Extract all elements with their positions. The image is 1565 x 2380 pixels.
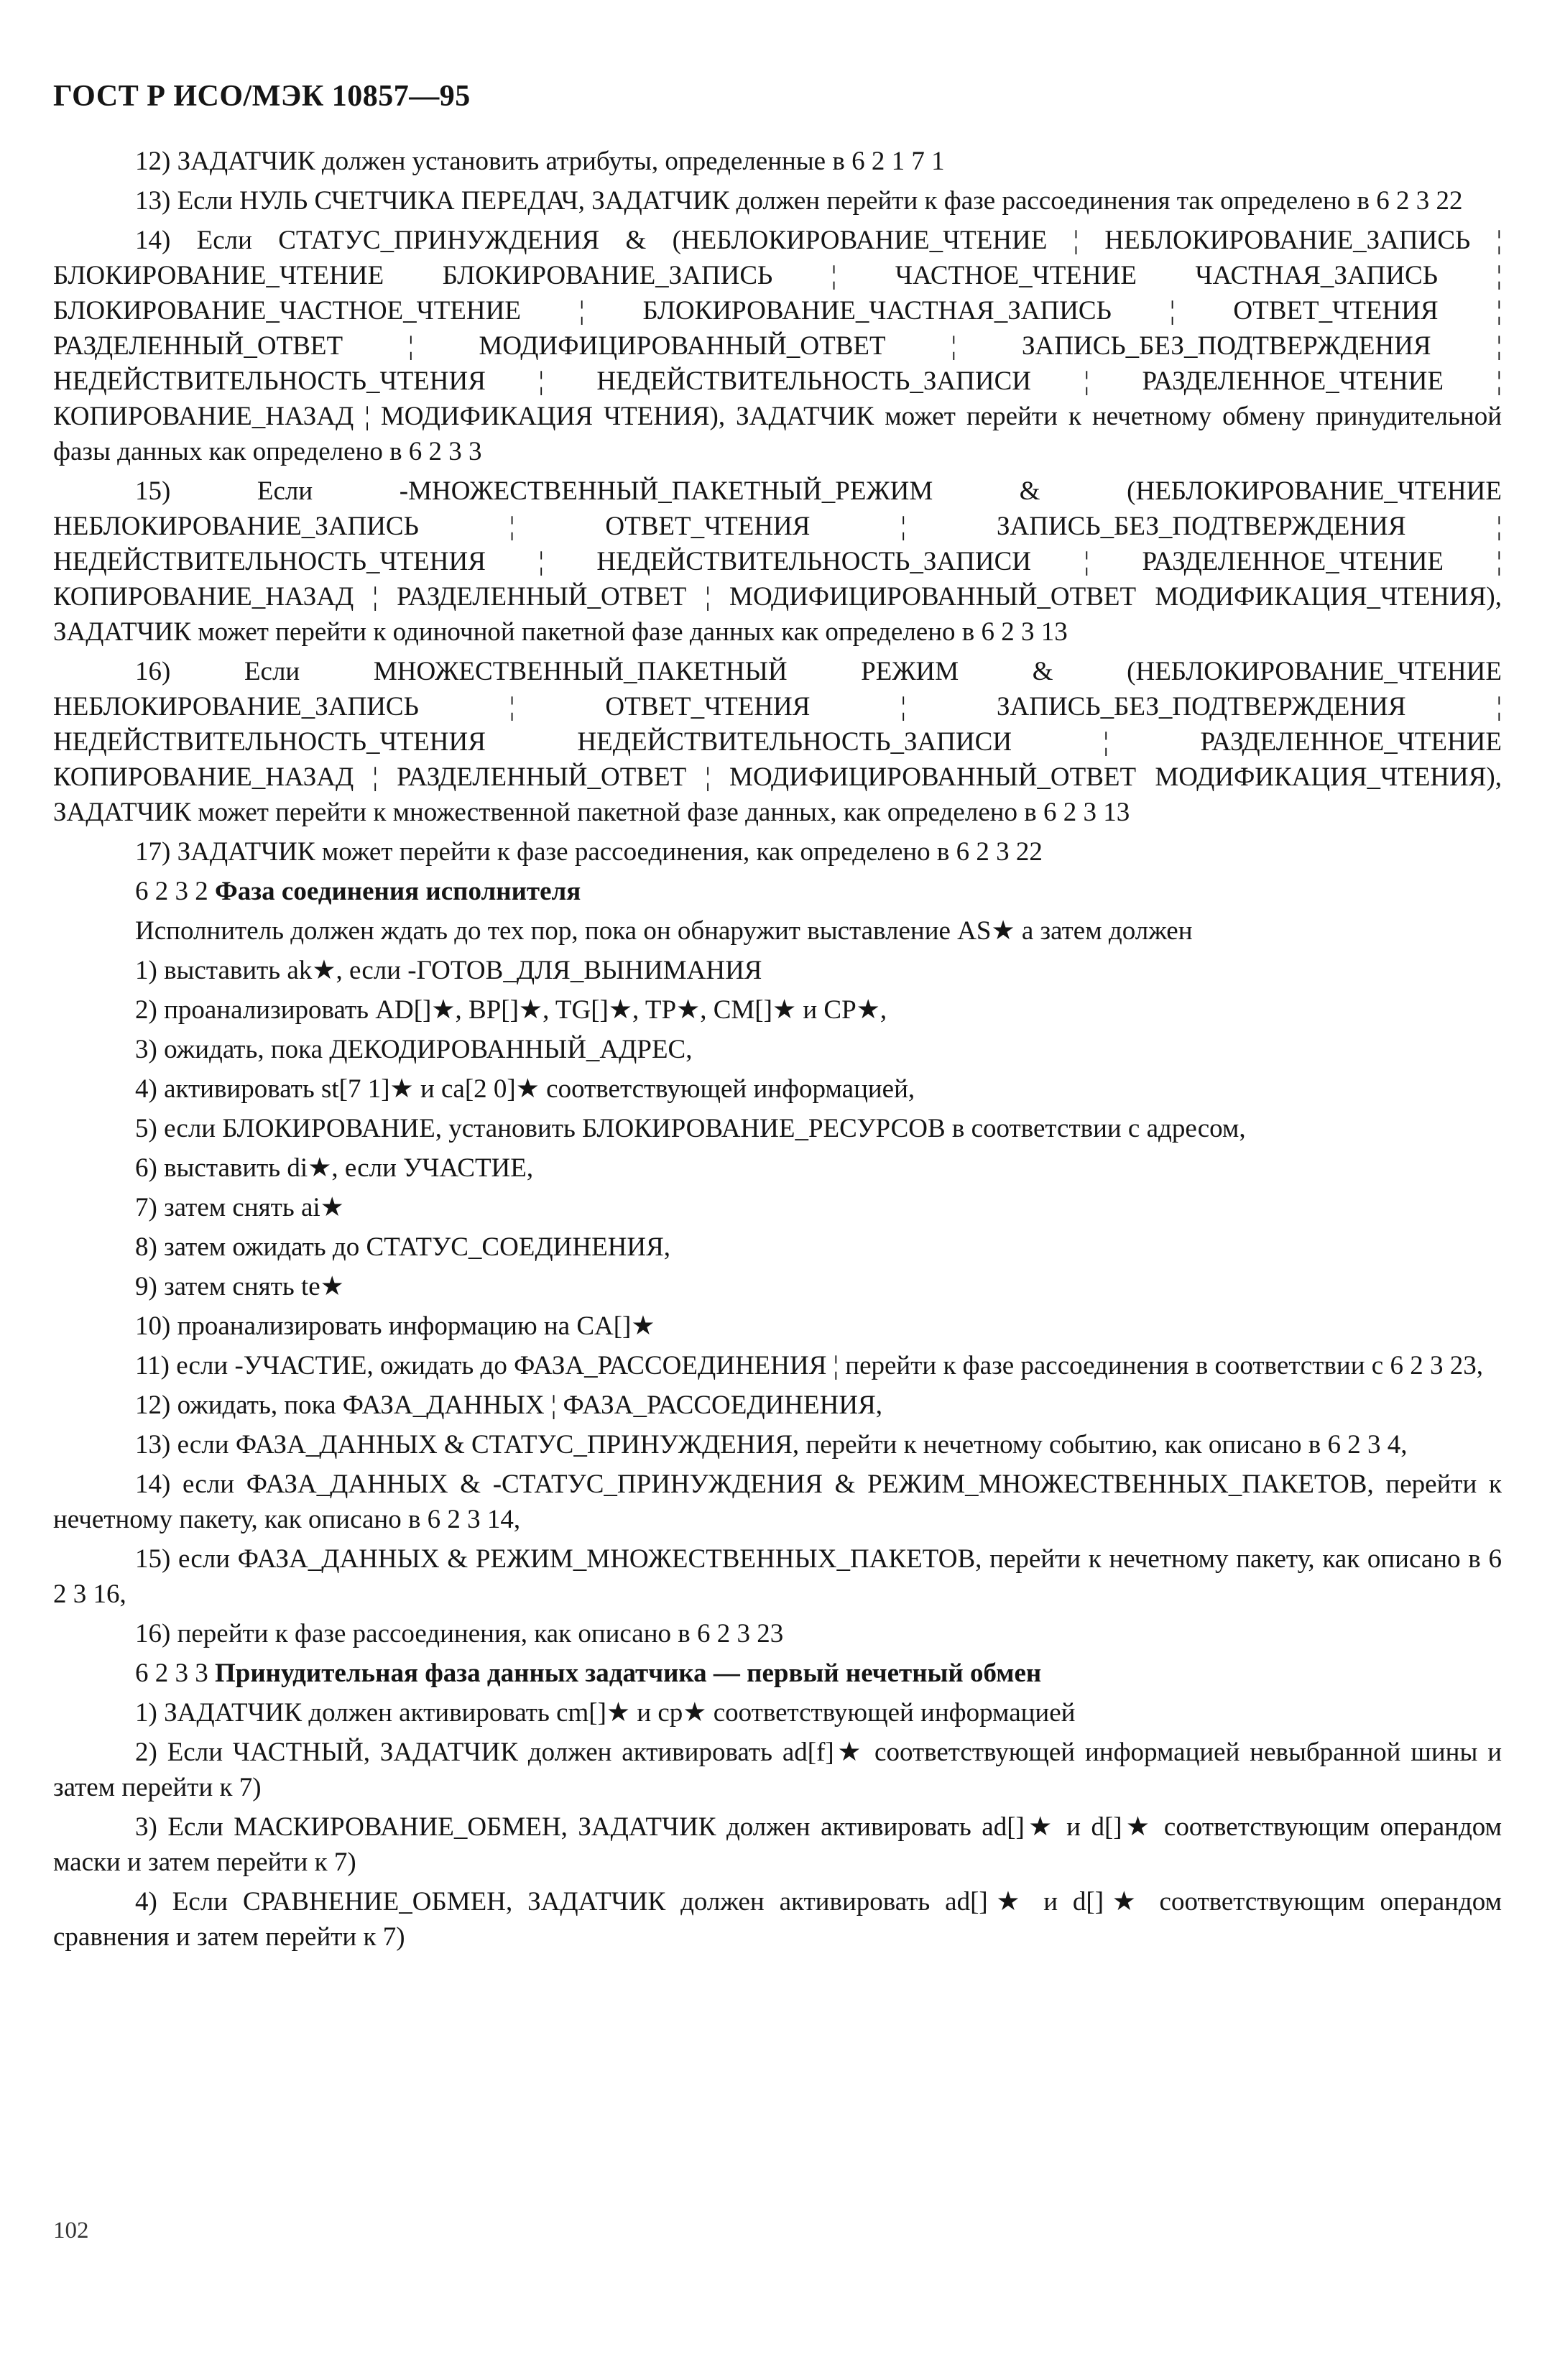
paragraph: 11) если -УЧАСТИЕ, ожидать до ФАЗА_РАССОЕДИНЕНИЯ ¦ перейти к фазе рассоединения в соответствии с 6 2 3 23, (135, 1351, 1483, 1380)
paragraph: 2) проанализировать AD[]★, BP[]★, TG[]★, TP★, CM[]★ и CP★, (135, 995, 887, 1025)
paragraph: 1) выставить ak★, если -ГОТОВ_ДЛЯ_ВЫНИМАНИЯ (135, 956, 762, 985)
paragraph: 5) если БЛОКИРОВАНИЕ, установить БЛОКИРОВАНИЕ_РЕСУРСОВ в соответствии с адресом, (135, 1114, 1246, 1143)
paragraph: 1) ЗАДАТЧИК должен активировать cm[]★ и cp★ соответствующей информацией (135, 1698, 1076, 1728)
paragraph: 10) проанализировать информацию на CA[]★ (135, 1311, 655, 1341)
paragraph: 6) выставить di★, если УЧАСТИЕ, (135, 1153, 534, 1183)
paragraph: 3) Если МАСКИРОВАНИЕ_ОБМЕН, ЗАДАТЧИК должен активировать ad[]★ и d[]★ соответствующим операндом маски и затем перейти к 7) (53, 1812, 1502, 1877)
paragraph: 17) ЗАДАТЧИК может перейти к фазе рассоединения, как определено в 6 2 3 22 (135, 837, 1043, 867)
paragraph: 2) Если ЧАСТНЫЙ, ЗАДАТЧИК должен активировать ad[f]★ соответствующей информацией невыбранной шины и затем перейти к 7) (53, 1738, 1502, 1802)
page-number: 102 (53, 2218, 89, 2243)
section-title: Принудительная фаза данных задатчика — первый нечетный обмен (215, 1659, 1042, 1688)
section-heading (53, 874, 1502, 909)
section-number: 6 2 3 3 (135, 1659, 208, 1688)
paragraph: 16) перейти к фазе рассоединения, как описано в 6 2 3 23 (135, 1619, 784, 1648)
paragraph: 13) Если НУЛЬ СЧЕТЧИКА ПЕРЕДАЧ, ЗАДАТЧИК должен перейти к фазе рассоединения так определено в 6 2 3 22 (135, 186, 1463, 216)
section-number: 6 2 3 2 (135, 877, 208, 906)
paragraph: 8) затем ожидать до СТАТУС_СОЕДИНЕНИЯ, (135, 1232, 671, 1262)
paragraph: 16) Если МНОЖЕСТВЕННЫЙ_ПАКЕТНЫЙ РЕЖИМ & (НЕБЛОКИРОВАНИЕ_ЧТЕНИЕ НЕБЛОКИРОВАНИЕ_ЗАПИСЬ ¦ ОТВЕТ_ЧТЕНИЯ ¦ ЗАПИСЬ_БЕЗ_ПОДТВЕРЖДЕНИЯ ¦ НЕДЕЙСТВИТЕЛЬНОСТЬ_ЧТЕНИЯ НЕДЕЙСТВИТЕЛЬНОСТЬ_ЗАПИСИ ¦ РАЗДЕЛЕННОЕ_ЧТЕНИЕ КОПИРОВАНИЕ_НАЗАД ¦ РАЗДЕЛЕННЫЙ_ОТВЕТ ¦ МОДИФИЦИРОВАННЫЙ_ОТВЕТ МОДИФИКАЦИЯ_ЧТЕНИЯ), ЗАДАТЧИК может перейти к множественной пакетной фазе данных, как определено в 6 2 3 13 (53, 657, 1502, 827)
paragraph: 4) Если СРАВНЕНИЕ_ОБМЕН, ЗАДАТЧИК должен активировать ad[]★ и d[]★ соответствующим операндом сравнения и затем перейти к 7) (53, 1887, 1502, 1952)
page-content (53, 144, 1502, 1955)
paragraph: Исполнитель должен ждать до тех пор, пока он обнаружит выставление AS★ а затем должен (135, 916, 1193, 946)
paragraph: 4) активировать st[7 1]★ и ca[2 0]★ соответствующей информацией, (135, 1074, 915, 1104)
section-heading (53, 1656, 1502, 1691)
paragraph: 9) затем снять te★ (135, 1272, 344, 1301)
paragraph: 3) ожидать, пока ДЕКОДИРОВАННЫЙ_АДРЕС, (135, 1035, 693, 1064)
paragraph: 7) затем снять ai★ (135, 1193, 344, 1222)
paragraph: 14) если ФАЗА_ДАННЫХ & -СТАТУС_ПРИНУЖДЕНИЯ & РЕЖИМ_МНОЖЕСТВЕННЫХ_ПАКЕТОВ, перейти к нечетному пакету, как описано в 6 2 3 14, (53, 1470, 1502, 1534)
paragraph: 15) Если -МНОЖЕСТВЕННЫЙ_ПАКЕТНЫЙ_РЕЖИМ & (НЕБЛОКИРОВАНИЕ_ЧТЕНИЕ НЕБЛОКИРОВАНИЕ_ЗАПИСЬ ¦ ОТВЕТ_ЧТЕНИЯ ¦ ЗАПИСЬ_БЕЗ_ПОДТВЕРЖДЕНИЯ ¦ НЕДЕЙСТВИТЕЛЬНОСТЬ_ЧТЕНИЯ ¦ НЕДЕЙСТВИТЕЛЬНОСТЬ_ЗАПИСИ ¦ РАЗДЕЛЕННОЕ_ЧТЕНИЕ ¦ КОПИРОВАНИЕ_НАЗАД ¦ РАЗДЕЛЕННЫЙ_ОТВЕТ ¦ МОДИФИЦИРОВАННЫЙ_ОТВЕТ МОДИФИКАЦИЯ_ЧТЕНИЯ), ЗАДАТЧИК может перейти к одиночной пакетной фазе данных как определено в 6 2 3 13 (53, 476, 1502, 647)
paragraph: 12) ЗАДАТЧИК должен установить атрибуты, определенные в 6 2 1 7 1 (135, 147, 945, 176)
paragraph: 15) если ФАЗА_ДАННЫХ & РЕЖИМ_МНОЖЕСТВЕННЫХ_ПАКЕТОВ, перейти к нечетному пакету, как описано в 6 2 3 16, (53, 1544, 1502, 1609)
section-title: Фаза соединения исполнителя (215, 877, 581, 906)
paragraph: 14) Если СТАТУС_ПРИНУЖДЕНИЯ & (НЕБЛОКИРОВАНИЕ_ЧТЕНИЕ ¦ НЕБЛОКИРОВАНИЕ_ЗАПИСЬ ¦ БЛОКИРОВАНИЕ_ЧТЕНИЕ БЛОКИРОВАНИЕ_ЗАПИСЬ ¦ ЧАСТНОЕ_ЧТЕНИЕ ЧАСТНАЯ_ЗАПИСЬ ¦ БЛОКИРОВАНИЕ_ЧАСТНОЕ_ЧТЕНИЕ ¦ БЛОКИРОВАНИЕ_ЧАСТНАЯ_ЗАПИСЬ ¦ ОТВЕТ_ЧТЕНИЯ ¦ РАЗДЕЛЕННЫЙ_ОТВЕТ ¦ МОДИФИЦИРОВАННЫЙ_ОТВЕТ ¦ ЗАПИСЬ_БЕЗ_ПОДТВЕРЖДЕНИЯ ¦ НЕДЕЙСТВИТЕЛЬНОСТЬ_ЧТЕНИЯ ¦ НЕДЕЙСТВИТЕЛЬНОСТЬ_ЗАПИСИ ¦ РАЗДЕЛЕННОЕ_ЧТЕНИЕ ¦ КОПИРОВАНИЕ_НАЗАД ¦ МОДИФИКАЦИЯ ЧТЕНИЯ), ЗАДАТЧИК может перейти к нечетному обмену принудительной фазы данных как определено в 6 2 3 3 (53, 226, 1502, 466)
paragraph: 13) если ФАЗА_ДАННЫХ & СТАТУС_ПРИНУЖДЕНИЯ, перейти к нечетному событию, как описано в 6 2 3 4, (135, 1430, 1408, 1459)
paragraph: 12) ожидать, пока ФАЗА_ДАННЫХ ¦ ФАЗА_РАССОЕДИНЕНИЯ, (135, 1390, 882, 1420)
page-header: ГОСТ Р ИСО/МЭК 10857—95 (53, 80, 471, 113)
